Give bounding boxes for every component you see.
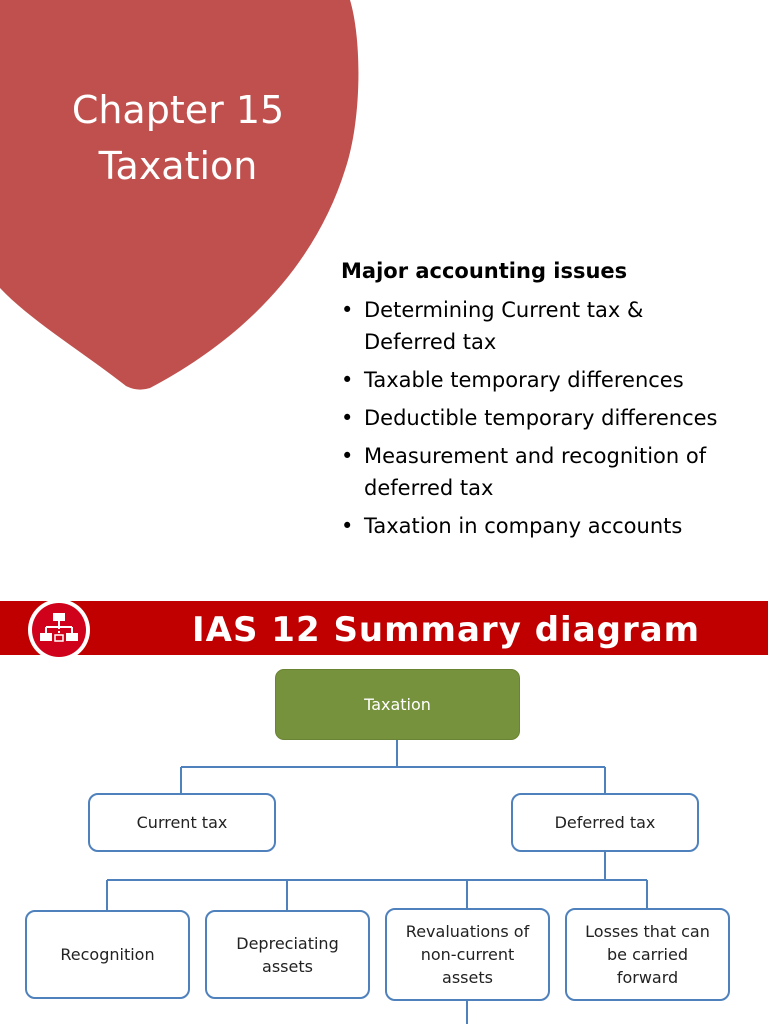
current-tax-node: Current tax	[88, 793, 276, 852]
recognition-node: Recognition	[25, 910, 190, 999]
deferred-tax-node: Deferred tax	[511, 793, 699, 852]
issue-text: Taxation in company accounts	[364, 514, 683, 538]
banner-title: IAS 12 Summary diagram	[192, 610, 701, 650]
bullet-icon: •	[341, 514, 354, 538]
chapter-number: Chapter 15	[71, 88, 285, 132]
revaluations-node: Revaluations of non-current assets	[385, 908, 550, 1001]
shield-shape	[0, 0, 360, 395]
issue-text: Taxable temporary differences	[364, 368, 684, 392]
chapter-title	[0, 82, 356, 194]
issue-text-cont: deferred tax	[364, 476, 494, 500]
bullet-icon: •	[341, 406, 354, 430]
issues-heading: Major accounting issues	[341, 259, 628, 283]
issue-item	[341, 402, 761, 434]
bullet-icon: •	[341, 298, 354, 322]
losses-node: Losses that can be carried forward	[565, 908, 730, 1001]
issue-text: Determining Current tax &	[364, 298, 644, 322]
issue-item	[341, 294, 761, 358]
issue-item	[341, 510, 761, 542]
chapter-subject: Taxation	[98, 144, 258, 188]
summary-slide	[0, 590, 768, 1024]
issue-text: Measurement and recognition of	[364, 444, 707, 468]
issues-list	[341, 256, 761, 548]
issue-text-cont: Deferred tax	[364, 330, 497, 354]
bullet-icon: •	[341, 368, 354, 392]
bullet-icon: •	[341, 444, 354, 468]
depreciating-assets-node: Depreciating assets	[205, 910, 370, 999]
issue-text: Deductible temporary differences	[364, 406, 718, 430]
issue-item	[341, 440, 761, 504]
taxation-node: Taxation	[275, 669, 520, 740]
issue-item	[341, 364, 761, 396]
